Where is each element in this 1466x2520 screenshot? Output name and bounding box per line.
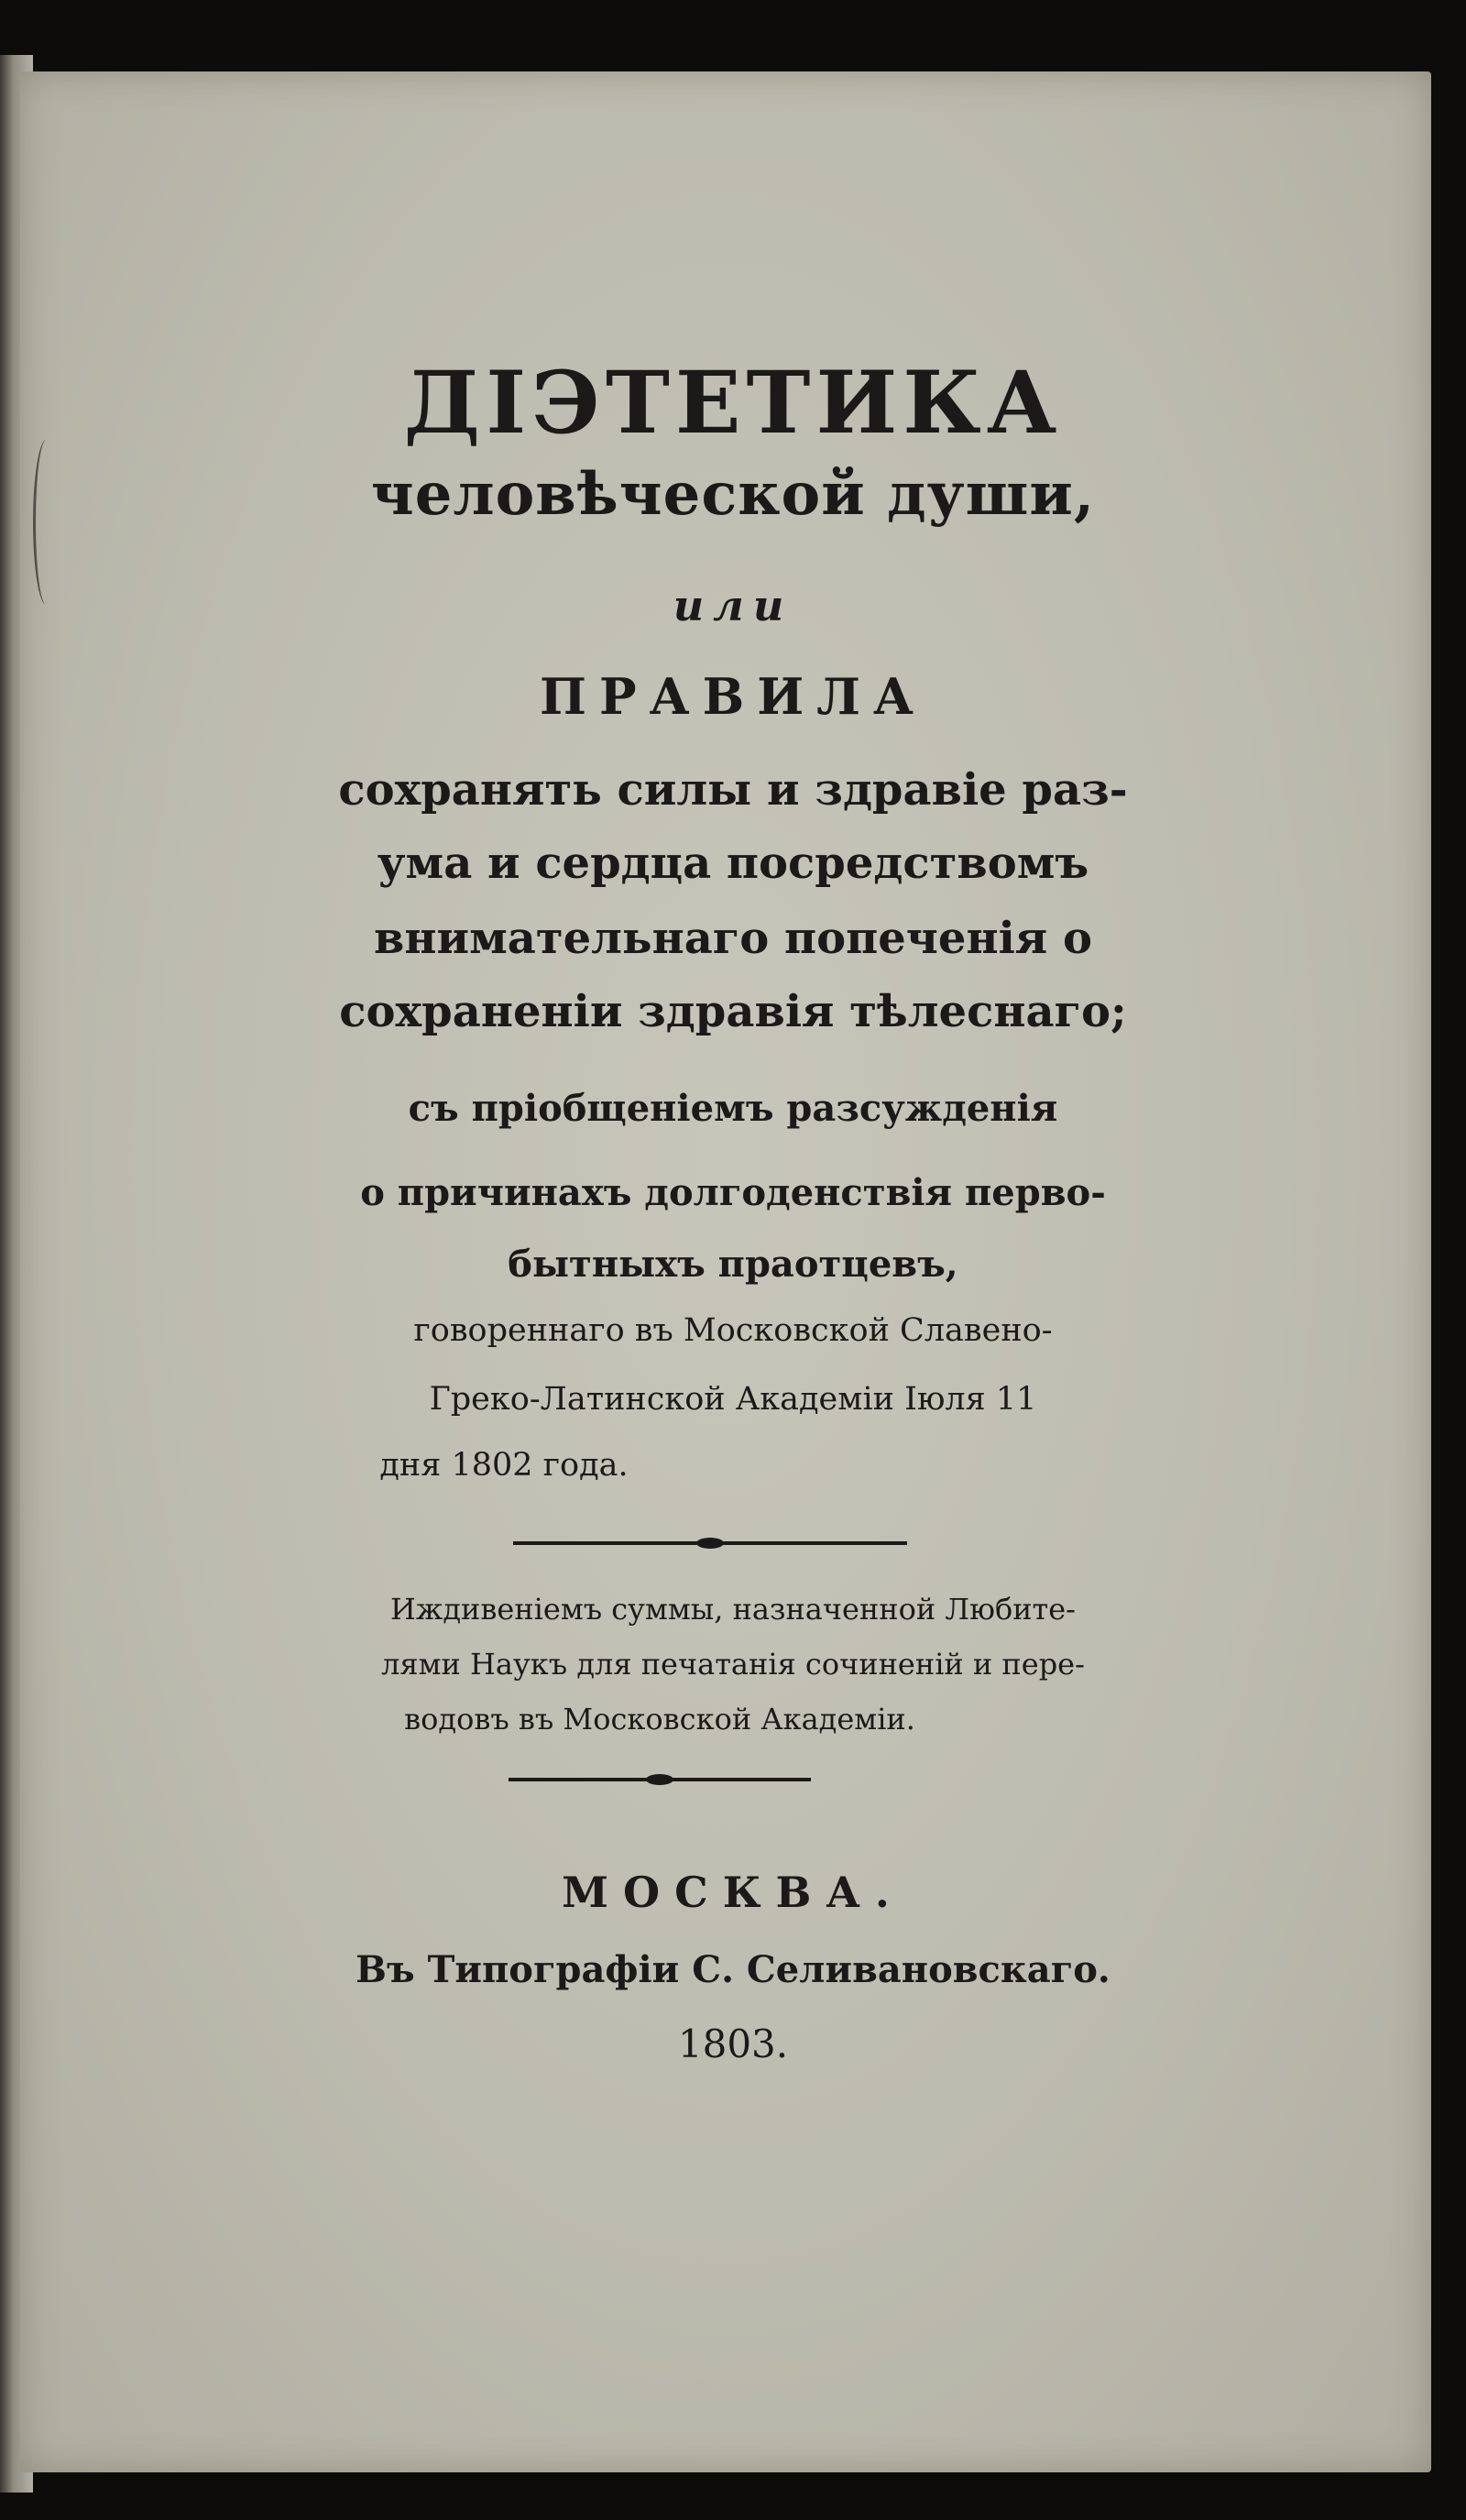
body-line: ума и сердца посредствомъ [377,838,1089,889]
conjunction: или [673,581,793,630]
body-line: сохраненіи здравія тѣлеснаго; [339,986,1127,1037]
book-subtitle: человѣческой души, [370,460,1096,529]
body-line: внимательнаго попеченія о [373,913,1092,964]
speech-line: говореннаго въ Московской Славено- [413,1312,1053,1349]
appendix-line: бытныхъ праотцевъ, [508,1243,958,1286]
divider-rule [509,1778,811,1781]
funding-line: водовъ въ Московской Академіи. [404,1702,915,1737]
divider-rule [513,1541,907,1545]
speech-line: Греко-Латинской Академіи Іюля 11 [429,1381,1037,1418]
rules-heading: ПРАВИЛА [540,667,926,726]
appendix-line: съ пріобщеніемъ разсужденія [408,1087,1058,1130]
speech-line: дня 1802 года. [379,1447,629,1484]
imprint-press: Въ Типографіи С. Селивановскаго. [356,1948,1110,1991]
book-title: ДІЭТЕТИКА [403,353,1063,454]
body-line: сохранять силы и здравіе раз- [338,764,1128,816]
imprint-city: МОСКВА. [562,1868,904,1917]
appendix-line: о причинахъ долгоденствія перво- [360,1171,1106,1214]
imprint-year: 1803. [677,2021,789,2066]
funding-line: лями Наукъ для печатанія сочиненій и пере- [381,1647,1085,1682]
funding-line: Иждивеніемъ суммы, назначенной Любите- [390,1592,1076,1627]
